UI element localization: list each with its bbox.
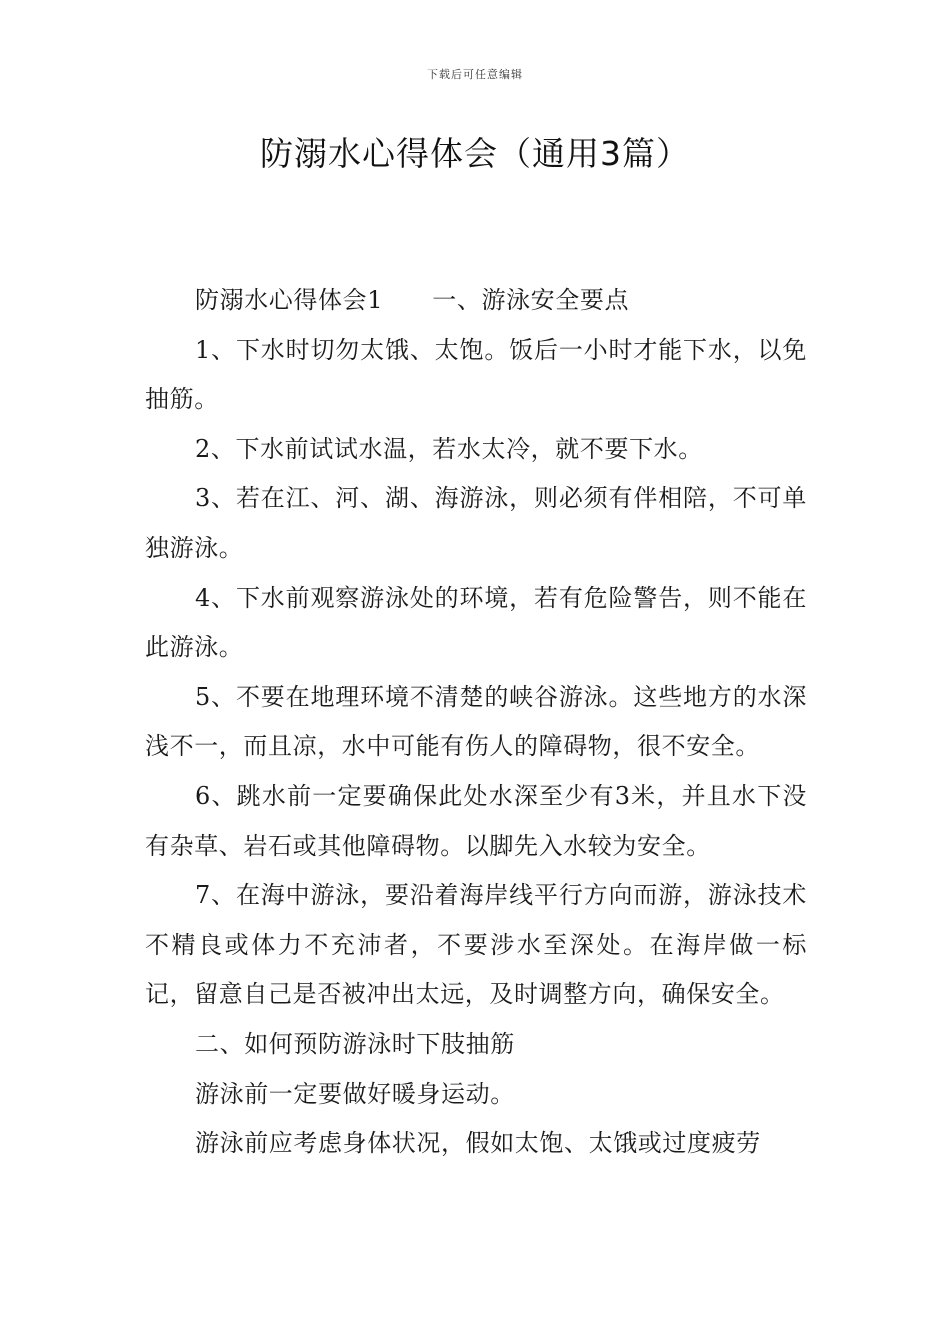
- paragraph-tip-1: 1、下水时切勿太饿、太饱。饭后一小时才能下水，以免抽筋。: [145, 335, 807, 414]
- paragraph-tip-7: 7、在海中游泳，要沿着海岸线平行方向而游，游泳技术不精良或体力不充沛者，不要涉水至深处。在海岸做一标记，留意自己是否被冲出太远，及时调整方向，确保安全。: [145, 881, 807, 1009]
- paragraph-tip-4: 4、下水前观察游泳处的环境，若有危险警告，则不能在此游泳。: [145, 583, 807, 662]
- paragraph-tip-6: 6、跳水前一定要确保此处水深至少有3米，并且水下没有杂草、岩石或其他障碍物。以脚先入水较为安全。: [145, 781, 807, 860]
- paragraph-tip-5: 5、不要在地理环境不清楚的峡谷游泳。这些地方的水深浅不一，而且凉，水中可能有伤人的障碍物，很不安全。: [145, 682, 807, 761]
- paragraph-section-2-heading: 二、如何预防游泳时下肢抽筋: [195, 1029, 515, 1058]
- paragraph-section-heading: 防溺水心得体会1 一、游泳安全要点: [195, 286, 630, 314]
- header-note: 下载后可任意编辑: [427, 68, 523, 81]
- document-title: 防溺水心得体会（通用3篇）: [260, 134, 690, 173]
- document-body: [145, 276, 807, 1169]
- paragraph-tip-3: 3、若在江、河、湖、海游泳，则必须有伴相陪，不可单独游泳。: [145, 484, 807, 562]
- paragraph-warmup: 游泳前一定要做好暖身运动。: [195, 1079, 515, 1108]
- paragraph-tip-2: 2、下水前试试水温，若水太冷，就不要下水。: [195, 434, 703, 463]
- paragraph-body-condition: 游泳前应考虑身体状况，假如太饱、太饿或过度疲劳: [195, 1129, 761, 1158]
